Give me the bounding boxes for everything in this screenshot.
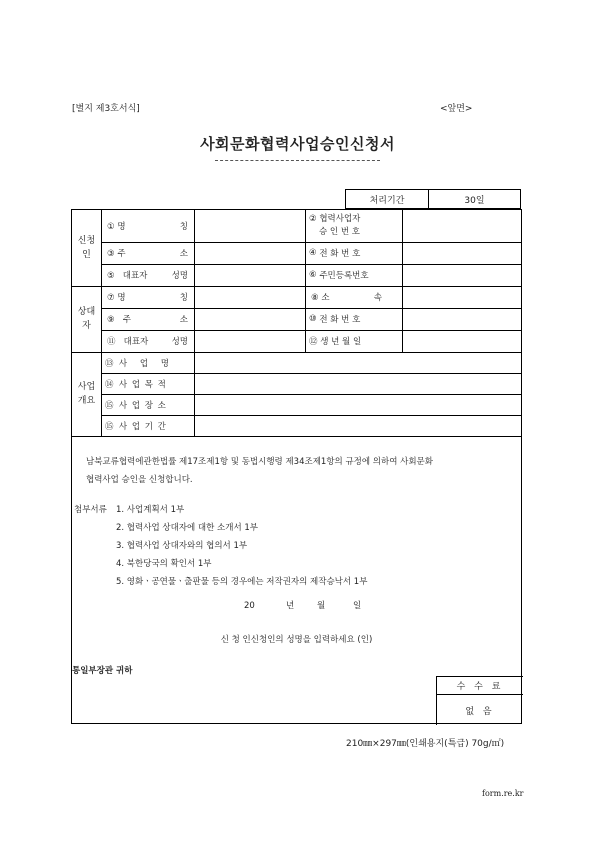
label-part: 주민등록번호 — [319, 271, 369, 281]
item-number: ⑮ — [105, 400, 114, 411]
item-number: ① — [107, 222, 115, 232]
item-number: ⑮ — [105, 421, 114, 432]
item-number: ⑤ — [107, 271, 115, 281]
resident-number-label — [305, 264, 402, 286]
business-group-label — [72, 352, 101, 436]
group-line: 상대 — [77, 307, 96, 317]
birthdate-label — [305, 330, 402, 352]
label-part: 사 업 목 적 — [118, 379, 167, 390]
label-part: 성명 — [171, 337, 188, 347]
statement-line: 협력사업 승인을 신청합니다. — [86, 475, 193, 485]
item-number: ⑥ — [309, 270, 317, 280]
business-location-input[interactable] — [194, 394, 522, 415]
business-name-label — [101, 352, 194, 373]
label-part: 사 업 기 간 — [118, 421, 167, 432]
group-line: 신청 — [77, 236, 96, 246]
label-part: 명 — [117, 222, 126, 232]
date-month: 월 — [317, 601, 326, 611]
item-number: ⑪ — [107, 337, 116, 347]
label-part: 대표자 — [123, 337, 149, 347]
page-side-label: <앞면> — [440, 104, 473, 114]
label-part: 협력사업자 — [319, 214, 361, 224]
label-part: 사 업 명 — [118, 358, 174, 369]
applicant-phone-input[interactable] — [402, 242, 522, 264]
applicant-phone-label — [305, 242, 402, 264]
processing-period-box — [345, 189, 521, 209]
label-part: 생 년 월 일 — [320, 337, 362, 347]
item-number: ④ — [309, 248, 317, 258]
applicant-name-input[interactable] — [194, 210, 305, 242]
date-year: 년 — [286, 601, 295, 611]
label-part: 전 화 번 호 — [319, 315, 361, 325]
business-name-input[interactable] — [194, 352, 522, 373]
label-part: 사 업 장 소 — [118, 400, 167, 411]
business-purpose-input[interactable] — [194, 373, 522, 394]
label-part: 소 — [321, 293, 330, 303]
attachment-item: 2. 협력사업 상대자에 대한 소개서 1부 — [116, 523, 258, 533]
item-number: ⑦ — [107, 293, 115, 303]
label-part: 주 — [122, 315, 131, 325]
source-watermark: form.re.kr — [482, 789, 524, 798]
counterpart-name-label — [101, 286, 194, 308]
counterpart-group-label — [72, 286, 101, 352]
group-line: 인 — [82, 250, 91, 260]
applicant-rep-input[interactable] — [194, 264, 305, 286]
processing-period-value: 30일 — [464, 195, 485, 206]
applicant-address-input[interactable] — [194, 242, 305, 264]
date-year-prefix: 20 — [244, 601, 255, 611]
group-line: 사업 — [77, 382, 96, 392]
label-part: 칭 — [179, 222, 188, 232]
resident-number-input[interactable] — [402, 264, 522, 286]
counterpart-phone-label — [305, 308, 402, 330]
applicant-group-label — [72, 210, 101, 286]
attachment-item: 3. 협력사업 상대자와의 협의서 1부 — [116, 541, 248, 551]
label-part: 칭 — [179, 293, 188, 303]
counterpart-phone-input[interactable] — [402, 308, 522, 330]
partner-approval-label — [305, 210, 402, 242]
business-purpose-label — [101, 373, 194, 394]
item-number: ⑭ — [105, 379, 114, 390]
fee-label: 수 수 료 — [437, 677, 523, 695]
business-period-label — [101, 415, 194, 436]
counterpart-rep-label — [101, 330, 194, 352]
title-underline — [215, 160, 380, 161]
item-number: ⑬ — [105, 358, 114, 369]
counterpart-name-input[interactable] — [194, 286, 305, 308]
label-part: 소 — [179, 315, 188, 325]
counterpart-address-input[interactable] — [194, 308, 305, 330]
application-statement — [86, 453, 516, 489]
processing-period-label: 처리기간 — [346, 190, 429, 208]
item-number: ⑧ — [311, 293, 319, 303]
birthdate-input[interactable] — [402, 330, 522, 352]
business-period-input[interactable] — [194, 415, 522, 436]
fee-box — [436, 676, 523, 725]
label-part: 성명 — [171, 271, 188, 281]
group-line: 자 — [82, 321, 91, 331]
section-line — [72, 436, 521, 437]
fee-value: 없 음 — [465, 706, 495, 717]
partner-approval-input[interactable] — [402, 210, 522, 242]
attachments-list — [116, 501, 367, 591]
item-number: ⑨ — [107, 315, 115, 325]
document-title: 사회문화협력사업승인신청서 — [200, 135, 395, 153]
label-part: 명 — [117, 293, 126, 303]
group-line: 개요 — [77, 396, 96, 406]
attachments-label: 첨부서류 — [74, 505, 107, 515]
item-number: ⑫ — [309, 337, 318, 347]
applicant-name-label — [101, 210, 194, 242]
form-number-label: [별지 제3호서식] — [72, 104, 140, 114]
counterpart-rep-input[interactable] — [194, 330, 305, 352]
statement-line: 남북교류협력에관한법률 제17조제1항 및 동법시행령 제34조제1항의 규정에 의하여 사회문화 — [86, 457, 433, 467]
application-form-table — [71, 209, 522, 724]
label-part: 소 — [179, 249, 188, 259]
item-number: ⑩ — [309, 314, 317, 324]
attachment-item: 5. 영화ㆍ공연물ㆍ출판물 등의 경우에는 저작권자의 제작승낙서 1부 — [116, 577, 368, 587]
item-number: ② — [309, 214, 317, 224]
counterpart-affiliation-label — [305, 286, 402, 308]
recipient: 통일부장관 귀하 — [72, 666, 133, 676]
applicant-rep-label — [101, 264, 194, 286]
applicant-signature-line[interactable]: 신 청 인신청인의 성명을 입력하세요 (인) — [220, 635, 373, 645]
attachment-item: 4. 북한당국의 확인서 1부 — [116, 559, 212, 569]
item-number: ③ — [107, 249, 115, 259]
label-part: 승 인 번 호 — [319, 227, 360, 237]
label-part: 주 — [117, 249, 126, 259]
label-part: 속 — [373, 293, 382, 303]
attachment-item: 1. 사업계획서 1부 — [116, 505, 185, 515]
paper-size-note: 210㎜×297㎜(인쇄용지(특급) 70g/㎡) — [346, 739, 505, 749]
label-part: 전 화 번 호 — [319, 249, 361, 259]
counterpart-affiliation-input[interactable] — [402, 286, 522, 308]
applicant-address-label — [101, 242, 194, 264]
business-location-label — [101, 394, 194, 415]
counterpart-address-label — [101, 308, 194, 330]
date-day: 일 — [353, 601, 362, 611]
label-part: 대표자 — [122, 271, 148, 281]
